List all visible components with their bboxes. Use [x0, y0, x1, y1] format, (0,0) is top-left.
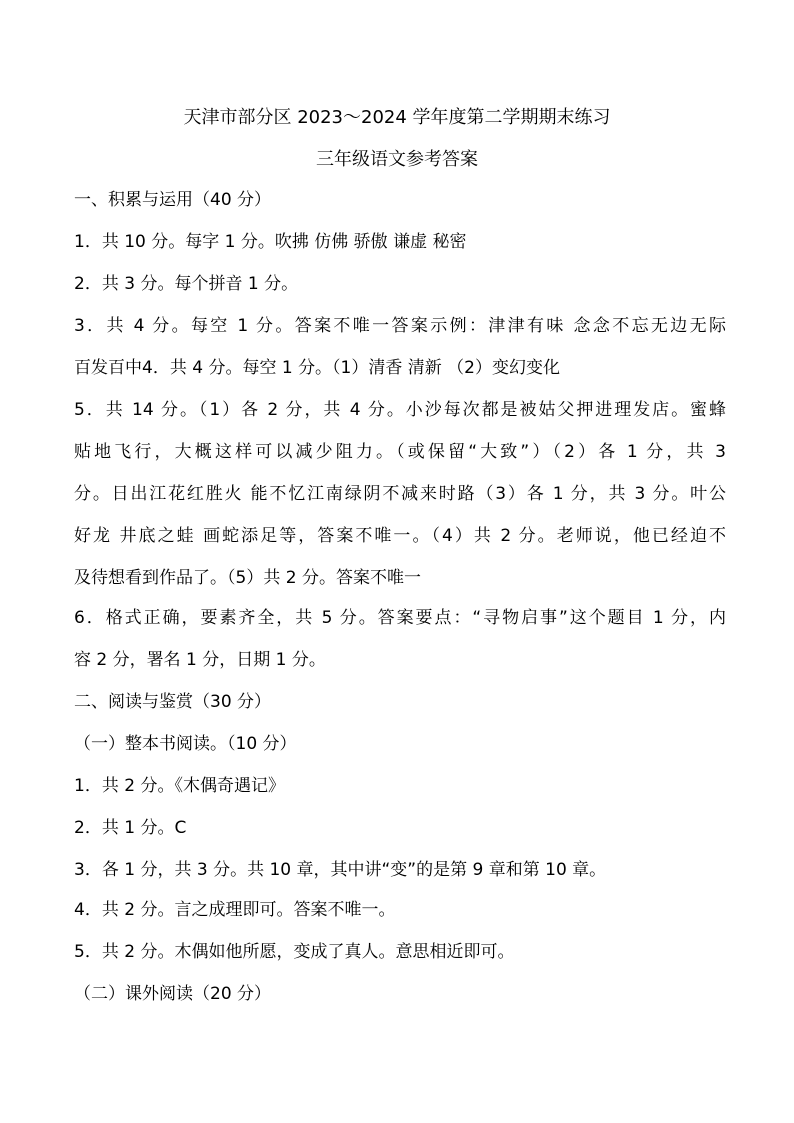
page-subtitle: 三年级语文参考答案 — [316, 149, 478, 170]
answer-line: 5．共 2 分。木偶如他所愿，变成了真人。意思相近即可。 — [74, 942, 515, 962]
answer-line: 3．共 4 分。每空 1 分。答案不唯一答案示例：津津有味 念念不忘无边无际 — [74, 316, 726, 336]
section-heading-1: 一、积累与运用（40 分） — [74, 190, 272, 210]
page-title: 天津市部分区 2023～2024 学年度第二学期期末练习 — [183, 107, 611, 128]
subsection-heading: （二）课外阅读（20 分） — [74, 984, 272, 1004]
answer-line: 容 2 分，署名 1 分，日期 1 分。 — [74, 650, 326, 670]
answer-line: 好龙 井底之蛙 画蛇添足等，答案不唯一。（4）共 2 分。老师说，他已经迫不 — [74, 526, 726, 546]
section-heading-2: 二、阅读与鉴赏（30 分） — [74, 692, 272, 712]
answer-line: 2．共 1 分。C — [74, 818, 187, 838]
answer-line: 贴地飞行，大概这样可以减少阻力。（或保留“大致”）（2）各 1 分，共 3 — [74, 442, 726, 462]
answer-line: 分。日出江花红胜火 能不忆江南绿阴不减来时路（3）各 1 分，共 3 分。叶公 — [74, 484, 726, 504]
answer-line: 2．共 3 分。每个拼音 1 分。 — [74, 274, 299, 294]
answer-line: 6．格式正确，要素齐全，共 5 分。答案要点：“寻物启事”这个题目 1 分，内 — [74, 608, 726, 628]
subsection-heading: （一）整本书阅读。（10 分） — [74, 734, 297, 754]
answer-line: 5．共 14 分。（1）各 2 分，共 4 分。小沙每次都是被姑父押进理发店。蜜蜂 — [74, 400, 726, 420]
answer-line: 1．共 2 分。《木偶奇遇记》 — [74, 776, 285, 796]
answer-line: 1．共 10 分。每字 1 分。吹拂 仿佛 骄傲 谦虚 秘密 — [74, 232, 467, 252]
answer-line: 百发百中4．共 4 分。每空 1 分。（1）清香 清新 （2）变幻变化 — [74, 358, 561, 378]
answer-line: 3．各 1 分，共 3 分。共 10 章，其中讲“变”的是第 9 章和第 10 章。 — [74, 860, 607, 880]
answer-line: 4．共 2 分。言之成理即可。答案不唯一。 — [74, 900, 396, 920]
answer-line: 及待想看到作品了。（5）共 2 分。答案不唯一 — [74, 568, 421, 588]
